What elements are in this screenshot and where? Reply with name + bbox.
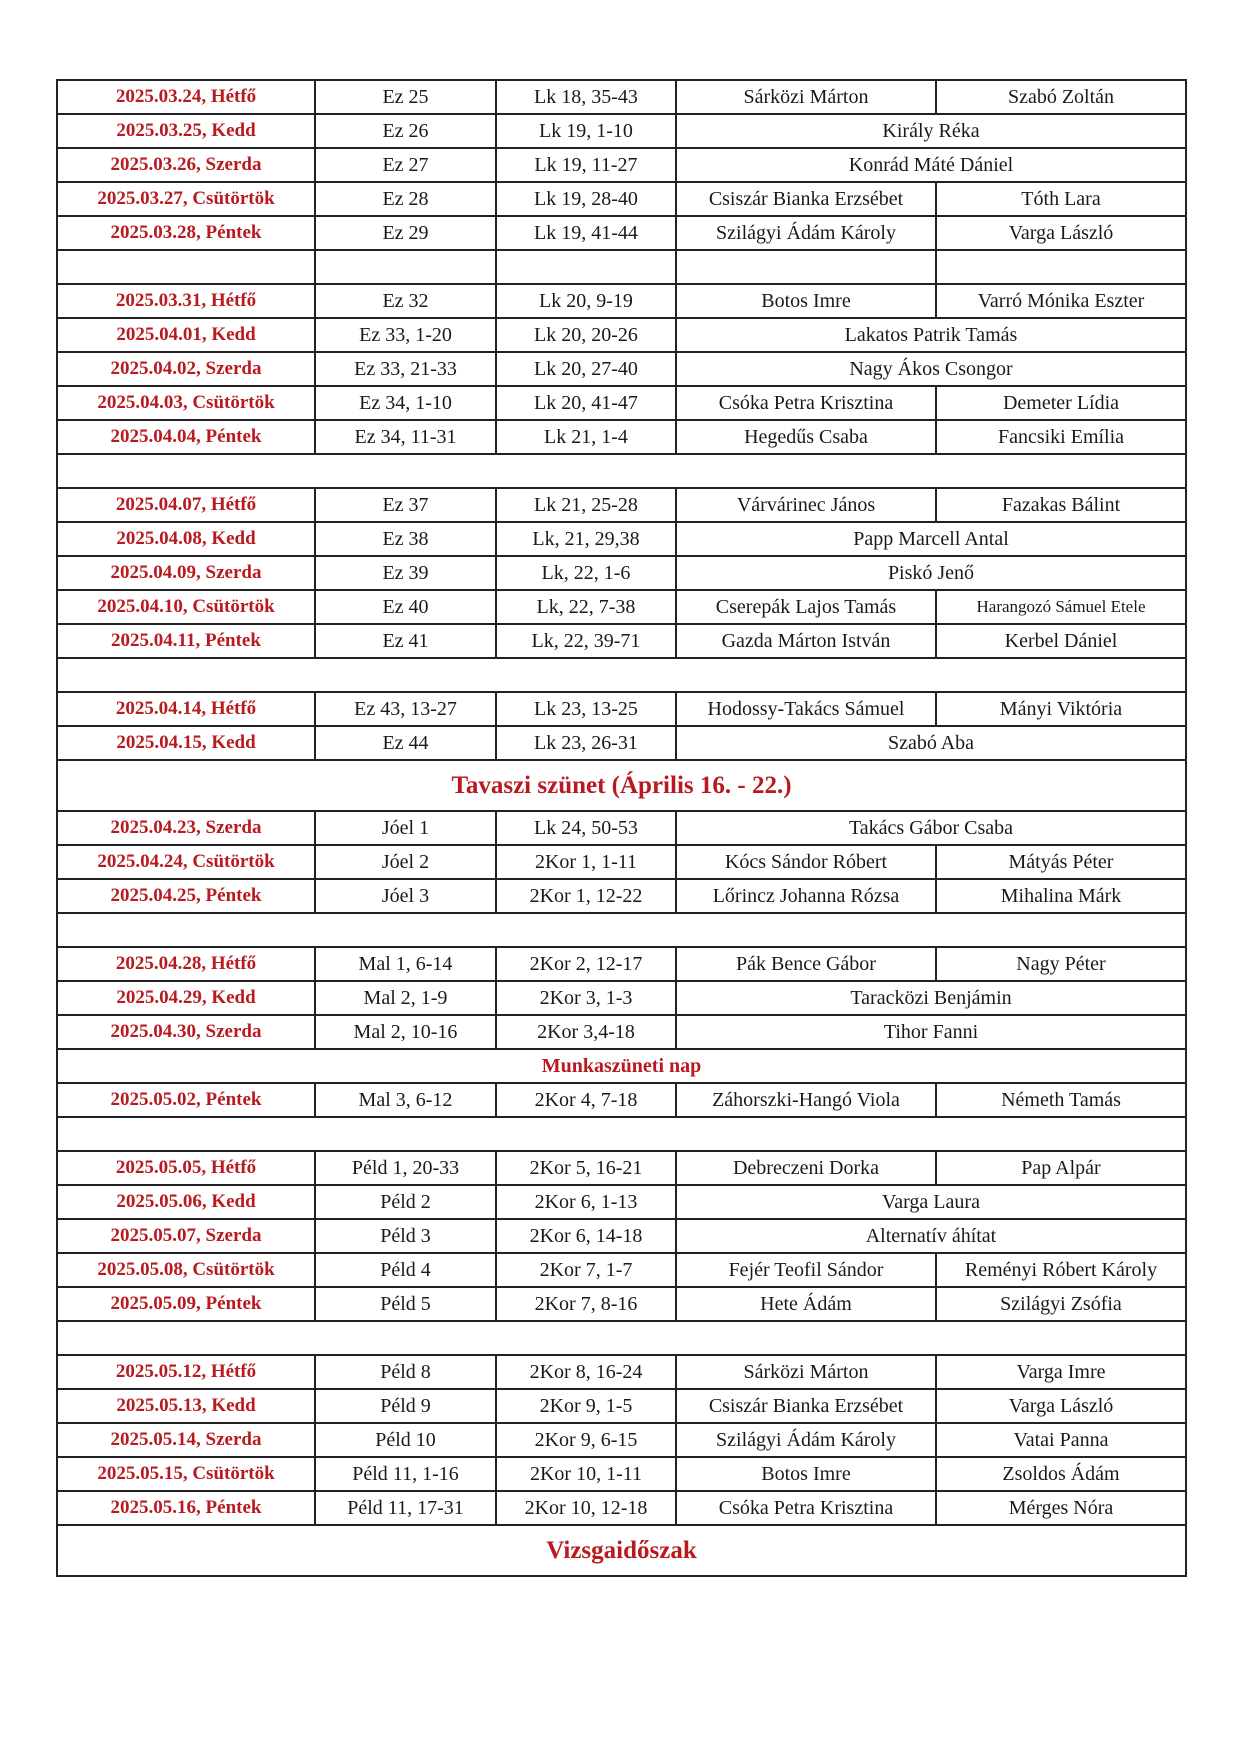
leader-cell: Fejér Teofil Sándor: [676, 1253, 936, 1287]
week-separator-row: [57, 454, 1186, 488]
schedule-row: [57, 1389, 1186, 1423]
leader-cell: Szilágyi Ádám Károly: [676, 216, 936, 250]
leader-cell: Záhorszki-Hangó Viola: [676, 1083, 936, 1117]
date-cell: 2025.05.02, Péntek: [57, 1083, 315, 1117]
second-leader-cell: Zsoldos Ádám: [936, 1457, 1186, 1491]
schedule-row: [57, 182, 1186, 216]
new-testament-reading-cell: Lk, 22, 39-71: [496, 624, 676, 658]
second-leader-cell: Mihalina Márk: [936, 879, 1186, 913]
old-testament-reading-cell: Péld 10: [315, 1423, 496, 1457]
schedule-row: [57, 1355, 1186, 1389]
date-cell: 2025.05.16, Péntek: [57, 1491, 315, 1525]
schedule-row: [57, 1083, 1186, 1117]
date-cell: 2025.03.31, Hétfő: [57, 284, 315, 318]
empty-cell: [496, 250, 676, 284]
second-leader-cell: Harangozó Sámuel Etele: [936, 590, 1186, 624]
new-testament-reading-cell: 2Kor 3,4-18: [496, 1015, 676, 1049]
old-testament-reading-cell: Ez 25: [315, 80, 496, 114]
new-testament-reading-cell: Lk 20, 9-19: [496, 284, 676, 318]
date-cell: 2025.04.11, Péntek: [57, 624, 315, 658]
old-testament-reading-cell: Mal 3, 6-12: [315, 1083, 496, 1117]
old-testament-reading-cell: Mal 2, 1-9: [315, 981, 496, 1015]
new-testament-reading-cell: 2Kor 7, 8-16: [496, 1287, 676, 1321]
old-testament-reading-cell: Péld 8: [315, 1355, 496, 1389]
leader-cell: Sárközi Márton: [676, 80, 936, 114]
schedule-row: [57, 845, 1186, 879]
leader-cell: Taracközi Benjámin: [676, 981, 1186, 1015]
date-cell: 2025.04.25, Péntek: [57, 879, 315, 913]
date-cell: 2025.04.07, Hétfő: [57, 488, 315, 522]
second-leader-cell: Varga László: [936, 1389, 1186, 1423]
leader-cell: Botos Imre: [676, 1457, 936, 1491]
date-cell: 2025.05.12, Hétfő: [57, 1355, 315, 1389]
date-cell: 2025.04.10, Csütörtök: [57, 590, 315, 624]
leader-cell: Csóka Petra Krisztina: [676, 1491, 936, 1525]
schedule-row: [57, 624, 1186, 658]
leader-cell: Varga Laura: [676, 1185, 1186, 1219]
banner-text: Tavaszi szünet (Április 16. - 22.): [57, 760, 1186, 811]
date-cell: 2025.04.02, Szerda: [57, 352, 315, 386]
leader-cell: Szabó Aba: [676, 726, 1186, 760]
schedule-row: [57, 386, 1186, 420]
new-testament-reading-cell: Lk 19, 1-10: [496, 114, 676, 148]
banner-text: Munkaszüneti nap: [57, 1049, 1186, 1083]
week-separator-row: [57, 250, 1186, 284]
second-leader-cell: Németh Tamás: [936, 1083, 1186, 1117]
leader-cell: Papp Marcell Antal: [676, 522, 1186, 556]
date-cell: 2025.04.30, Szerda: [57, 1015, 315, 1049]
schedule-row: [57, 811, 1186, 845]
old-testament-reading-cell: Ez 29: [315, 216, 496, 250]
date-cell: 2025.04.14, Hétfő: [57, 692, 315, 726]
date-cell: 2025.03.28, Péntek: [57, 216, 315, 250]
leader-cell: Piskó Jenő: [676, 556, 1186, 590]
second-leader-cell: Mérges Nóra: [936, 1491, 1186, 1525]
second-leader-cell: Szilágyi Zsófia: [936, 1287, 1186, 1321]
leader-cell: Hete Ádám: [676, 1287, 936, 1321]
old-testament-reading-cell: Ez 34, 11-31: [315, 420, 496, 454]
empty-cell: [57, 454, 1186, 488]
old-testament-reading-cell: Mal 1, 6-14: [315, 947, 496, 981]
second-leader-cell: Pap Alpár: [936, 1151, 1186, 1185]
schedule-row: [57, 352, 1186, 386]
new-testament-reading-cell: Lk, 22, 7-38: [496, 590, 676, 624]
new-testament-reading-cell: Lk 19, 28-40: [496, 182, 676, 216]
new-testament-reading-cell: 2Kor 7, 1-7: [496, 1253, 676, 1287]
old-testament-reading-cell: Ez 27: [315, 148, 496, 182]
date-cell: 2025.05.07, Szerda: [57, 1219, 315, 1253]
schedule-row: [57, 1185, 1186, 1219]
new-testament-reading-cell: Lk 20, 41-47: [496, 386, 676, 420]
second-leader-cell: Mányi Viktória: [936, 692, 1186, 726]
old-testament-reading-cell: Péld 11, 1-16: [315, 1457, 496, 1491]
new-testament-reading-cell: 2Kor 1, 12-22: [496, 879, 676, 913]
leader-cell: Pák Bence Gábor: [676, 947, 936, 981]
date-cell: 2025.03.27, Csütörtök: [57, 182, 315, 216]
old-testament-reading-cell: Péld 9: [315, 1389, 496, 1423]
date-cell: 2025.04.03, Csütörtök: [57, 386, 315, 420]
leader-cell: Várvárinec János: [676, 488, 936, 522]
schedule-row: [57, 148, 1186, 182]
new-testament-reading-cell: 2Kor 5, 16-21: [496, 1151, 676, 1185]
date-cell: 2025.05.13, Kedd: [57, 1389, 315, 1423]
new-testament-reading-cell: Lk 19, 11-27: [496, 148, 676, 182]
week-separator-row: [57, 658, 1186, 692]
leader-cell: Botos Imre: [676, 284, 936, 318]
schedule-row: [57, 522, 1186, 556]
leader-cell: Lőrincz Johanna Rózsa: [676, 879, 936, 913]
banner-row: [57, 1049, 1186, 1083]
date-cell: 2025.05.08, Csütörtök: [57, 1253, 315, 1287]
old-testament-reading-cell: Ez 33, 1-20: [315, 318, 496, 352]
new-testament-reading-cell: 2Kor 1, 1-11: [496, 845, 676, 879]
old-testament-reading-cell: Ez 37: [315, 488, 496, 522]
new-testament-reading-cell: Lk 19, 41-44: [496, 216, 676, 250]
date-cell: 2025.04.08, Kedd: [57, 522, 315, 556]
schedule-row: [57, 318, 1186, 352]
leader-cell: Csiszár Bianka Erzsébet: [676, 1389, 936, 1423]
empty-cell: [57, 1321, 1186, 1355]
banner-text: Vizsgaidőszak: [57, 1525, 1186, 1576]
new-testament-reading-cell: Lk, 22, 1-6: [496, 556, 676, 590]
date-cell: 2025.04.04, Péntek: [57, 420, 315, 454]
old-testament-reading-cell: Ez 38: [315, 522, 496, 556]
week-separator-row: [57, 1117, 1186, 1151]
schedule-row: [57, 1287, 1186, 1321]
date-cell: 2025.04.15, Kedd: [57, 726, 315, 760]
old-testament-reading-cell: Ez 28: [315, 182, 496, 216]
date-cell: 2025.03.26, Szerda: [57, 148, 315, 182]
leader-cell: Hodossy-Takács Sámuel: [676, 692, 936, 726]
new-testament-reading-cell: 2Kor 2, 12-17: [496, 947, 676, 981]
week-separator-row: [57, 1321, 1186, 1355]
old-testament-reading-cell: Péld 5: [315, 1287, 496, 1321]
schedule-row: [57, 556, 1186, 590]
old-testament-reading-cell: Péld 3: [315, 1219, 496, 1253]
leader-cell: Szilágyi Ádám Károly: [676, 1423, 936, 1457]
banner-row: [57, 760, 1186, 811]
schedule-row: [57, 420, 1186, 454]
leader-cell: Lakatos Patrik Tamás: [676, 318, 1186, 352]
old-testament-reading-cell: Ez 32: [315, 284, 496, 318]
schedule-row: [57, 692, 1186, 726]
devotion-schedule-table: [56, 79, 1187, 1577]
leader-cell: Nagy Ákos Csongor: [676, 352, 1186, 386]
old-testament-reading-cell: Ez 43, 13-27: [315, 692, 496, 726]
schedule-row: [57, 981, 1186, 1015]
new-testament-reading-cell: Lk 21, 1-4: [496, 420, 676, 454]
schedule-row: [57, 947, 1186, 981]
empty-cell: [57, 913, 1186, 947]
leader-cell: Hegedűs Csaba: [676, 420, 936, 454]
new-testament-reading-cell: Lk 20, 27-40: [496, 352, 676, 386]
new-testament-reading-cell: 2Kor 8, 16-24: [496, 1355, 676, 1389]
new-testament-reading-cell: Lk 20, 20-26: [496, 318, 676, 352]
new-testament-reading-cell: 2Kor 4, 7-18: [496, 1083, 676, 1117]
new-testament-reading-cell: Lk 24, 50-53: [496, 811, 676, 845]
date-cell: 2025.04.23, Szerda: [57, 811, 315, 845]
second-leader-cell: Mátyás Péter: [936, 845, 1186, 879]
date-cell: 2025.04.09, Szerda: [57, 556, 315, 590]
date-cell: 2025.05.05, Hétfő: [57, 1151, 315, 1185]
leader-cell: Tihor Fanni: [676, 1015, 1186, 1049]
date-cell: 2025.03.25, Kedd: [57, 114, 315, 148]
banner-row: [57, 1525, 1186, 1576]
empty-cell: [57, 250, 315, 284]
schedule-row: [57, 1491, 1186, 1525]
schedule-row: [57, 1253, 1186, 1287]
schedule-row: [57, 590, 1186, 624]
second-leader-cell: Varró Mónika Eszter: [936, 284, 1186, 318]
leader-cell: Csiszár Bianka Erzsébet: [676, 182, 936, 216]
schedule-row: [57, 114, 1186, 148]
second-leader-cell: Reményi Róbert Károly: [936, 1253, 1186, 1287]
new-testament-reading-cell: 2Kor 10, 12-18: [496, 1491, 676, 1525]
schedule-row: [57, 284, 1186, 318]
second-leader-cell: Fazakas Bálint: [936, 488, 1186, 522]
second-leader-cell: Kerbel Dániel: [936, 624, 1186, 658]
empty-cell: [57, 658, 1186, 692]
old-testament-reading-cell: Péld 11, 17-31: [315, 1491, 496, 1525]
date-cell: 2025.04.01, Kedd: [57, 318, 315, 352]
second-leader-cell: Tóth Lara: [936, 182, 1186, 216]
schedule-row: [57, 1457, 1186, 1491]
schedule-row: [57, 216, 1186, 250]
date-cell: 2025.04.28, Hétfő: [57, 947, 315, 981]
leader-cell: Gazda Márton István: [676, 624, 936, 658]
empty-cell: [57, 1117, 1186, 1151]
old-testament-reading-cell: Ez 33, 21-33: [315, 352, 496, 386]
new-testament-reading-cell: Lk 23, 26-31: [496, 726, 676, 760]
leader-cell: Debreczeni Dorka: [676, 1151, 936, 1185]
date-cell: 2025.05.06, Kedd: [57, 1185, 315, 1219]
new-testament-reading-cell: 2Kor 9, 6-15: [496, 1423, 676, 1457]
old-testament-reading-cell: Ez 34, 1-10: [315, 386, 496, 420]
old-testament-reading-cell: Mal 2, 10-16: [315, 1015, 496, 1049]
second-leader-cell: Demeter Lídia: [936, 386, 1186, 420]
date-cell: 2025.05.15, Csütörtök: [57, 1457, 315, 1491]
schedule-row: [57, 1015, 1186, 1049]
new-testament-reading-cell: 2Kor 6, 1-13: [496, 1185, 676, 1219]
empty-cell: [676, 250, 936, 284]
new-testament-reading-cell: 2Kor 3, 1-3: [496, 981, 676, 1015]
schedule-row: [57, 726, 1186, 760]
second-leader-cell: Fancsiki Emília: [936, 420, 1186, 454]
empty-cell: [315, 250, 496, 284]
new-testament-reading-cell: 2Kor 10, 1-11: [496, 1457, 676, 1491]
old-testament-reading-cell: Péld 1, 20-33: [315, 1151, 496, 1185]
empty-cell: [936, 250, 1186, 284]
new-testament-reading-cell: Lk 21, 25-28: [496, 488, 676, 522]
leader-cell: Cserepák Lajos Tamás: [676, 590, 936, 624]
schedule-rows: [57, 80, 1186, 1576]
new-testament-reading-cell: 2Kor 9, 1-5: [496, 1389, 676, 1423]
second-leader-cell: Szabó Zoltán: [936, 80, 1186, 114]
new-testament-reading-cell: Lk 23, 13-25: [496, 692, 676, 726]
leader-cell: Takács Gábor Csaba: [676, 811, 1186, 845]
new-testament-reading-cell: Lk 18, 35-43: [496, 80, 676, 114]
schedule-row: [57, 488, 1186, 522]
date-cell: 2025.03.24, Hétfő: [57, 80, 315, 114]
old-testament-reading-cell: Jóel 1: [315, 811, 496, 845]
schedule-row: [57, 80, 1186, 114]
leader-cell: Alternatív áhítat: [676, 1219, 1186, 1253]
date-cell: 2025.04.24, Csütörtök: [57, 845, 315, 879]
second-leader-cell: Varga László: [936, 216, 1186, 250]
schedule-row: [57, 1219, 1186, 1253]
old-testament-reading-cell: Jóel 2: [315, 845, 496, 879]
leader-cell: Csóka Petra Krisztina: [676, 386, 936, 420]
old-testament-reading-cell: Ez 40: [315, 590, 496, 624]
schedule-row: [57, 1151, 1186, 1185]
schedule-row: [57, 1423, 1186, 1457]
date-cell: 2025.05.09, Péntek: [57, 1287, 315, 1321]
old-testament-reading-cell: Ez 39: [315, 556, 496, 590]
old-testament-reading-cell: Péld 2: [315, 1185, 496, 1219]
week-separator-row: [57, 913, 1186, 947]
new-testament-reading-cell: 2Kor 6, 14-18: [496, 1219, 676, 1253]
new-testament-reading-cell: Lk, 21, 29,38: [496, 522, 676, 556]
old-testament-reading-cell: Ez 26: [315, 114, 496, 148]
leader-cell: Sárközi Márton: [676, 1355, 936, 1389]
leader-cell: Király Réka: [676, 114, 1186, 148]
date-cell: 2025.05.14, Szerda: [57, 1423, 315, 1457]
date-cell: 2025.04.29, Kedd: [57, 981, 315, 1015]
old-testament-reading-cell: Péld 4: [315, 1253, 496, 1287]
old-testament-reading-cell: Ez 41: [315, 624, 496, 658]
schedule-row: [57, 879, 1186, 913]
second-leader-cell: Varga Imre: [936, 1355, 1186, 1389]
old-testament-reading-cell: Jóel 3: [315, 879, 496, 913]
second-leader-cell: Nagy Péter: [936, 947, 1186, 981]
leader-cell: Kócs Sándor Róbert: [676, 845, 936, 879]
old-testament-reading-cell: Ez 44: [315, 726, 496, 760]
leader-cell: Konrád Máté Dániel: [676, 148, 1186, 182]
second-leader-cell: Vatai Panna: [936, 1423, 1186, 1457]
